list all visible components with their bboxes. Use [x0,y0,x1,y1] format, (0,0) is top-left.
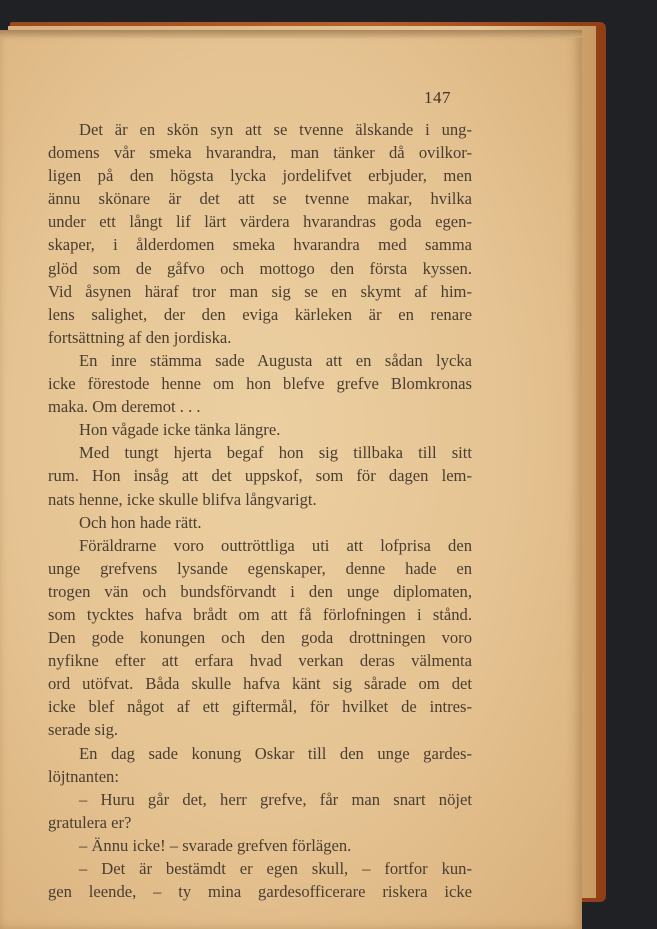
text-line: serade sig. [48,720,119,740]
text-line: glöd som de gåfvo och mottogo den första kyssen. [48,258,472,278]
text-line: ord utöfvat. Båda skulle hafva känt sig sårade om det [48,674,472,694]
text-line: – Det är bestämdt er egen skull, – fortfor kun- [79,859,472,878]
text-line: maka. Om deremot . . . [48,397,201,417]
text-line: Den gode konungen och den goda drottningen voro [48,628,472,648]
text-line: Hon vågade icke tänka längre. [79,420,281,440]
page-number: 147 [424,88,451,107]
text-line: fortsättning af den jordiska. [48,327,232,347]
text-line: under ett långt lif lärt värdera hvarandras goda egen- [48,212,472,232]
text-line: domens vår smeka hvarandra, man tänker då ovilkor- [48,143,472,163]
text-line: gratulera er? [48,812,132,832]
text-line: – Ännu icke! – svarade grefven förlägen. [79,835,352,855]
text-line: nats henne, icke skulle blifva långvarigt. [48,489,317,509]
text-line: ännu skönare är det att se tvenne makar, hvilka [48,189,472,209]
text-line: trogen vän och bundsförvandt i den unge diplomaten, [48,581,472,601]
text-line: skaper, i ålderdomen smeka hvarandra med samma [48,235,472,255]
text-line: – Huru går det, herr grefve, får man snart nöjet [79,789,472,809]
text-line: unge grefvens lysande egenskaper, denne hade en [48,558,472,578]
text-line: Det är en skön syn att se tvenne älskande i ung- [79,120,472,139]
text-line: Föräldrarne voro outtröttliga uti att lofprisa den [79,535,472,555]
text-line: gen leende, – ty mina gardesofficerare riskera icke [48,882,472,902]
text-line: som tycktes hafva brådt om att få förlofningen i stånd. [48,604,472,624]
text-line: icke förestode henne om hon blefve grefve Blomkronas [48,374,472,394]
text-line: Med tungt hjerta begaf hon sig tillbaka till sitt [79,443,472,463]
text-line: Och hon hade rätt. [79,512,202,532]
text-line: rum. Hon insåg att det uppskof, som för dagen lem- [48,466,472,486]
text-line: Vid åsynen häraf tror man sig se en skymt af him- [48,281,472,301]
text-line: löjtnanten: [48,766,119,786]
text-line: lens salighet, der den eviga kärleken är en renare [48,304,472,324]
text-line: ligen på den högsta lycka jordelifvet erbjuder, men [48,166,472,186]
page-top-shadow [0,30,582,38]
text-line: icke blef något af ett giftermål, för hvilket de intres- [48,697,472,717]
text-line: nyfikne efter att erfara hvad verkan deras välmenta [48,651,472,671]
text-line: En inre stämma sade Augusta att en sådan lycka [79,350,472,370]
page-text [48,118,472,903]
text-line: En dag sade konung Oskar till den unge gardes- [79,743,472,763]
